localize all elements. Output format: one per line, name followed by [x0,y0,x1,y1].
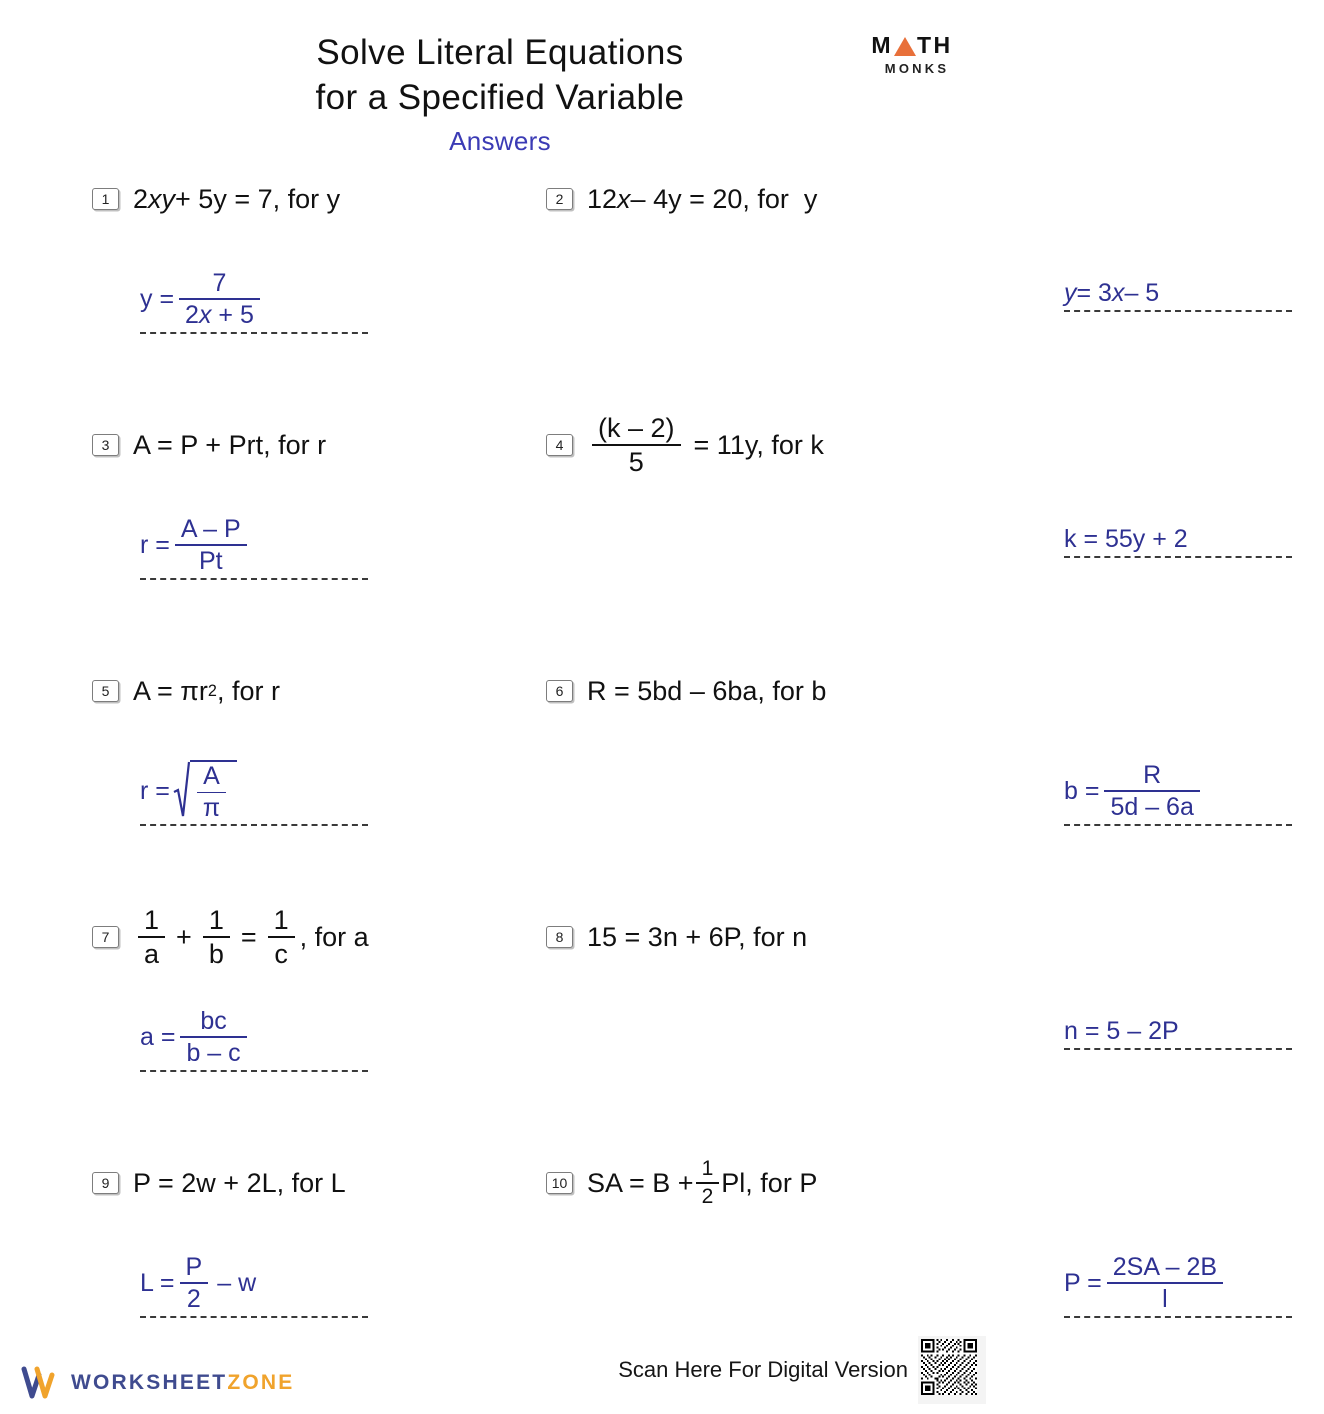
triangle-icon [894,37,916,56]
a1-lhs: y = [140,284,175,313]
answer-text-3 [140,514,400,576]
answers-label: Answers [449,126,551,156]
answer-block-1 [140,268,400,334]
fraction-bar [1104,790,1199,792]
answer-block-9 [140,1252,400,1318]
a9-fraction [180,1254,209,1312]
a3-numerator: A – P [180,514,241,543]
a5-denominator: π [202,794,221,823]
q7-fraction-3 [268,906,295,968]
answer-text-1 [140,268,400,330]
question-line-3 [92,418,546,472]
question-number-1: 1 [92,188,119,210]
q10-numerator: 1 [701,1157,714,1181]
problem-cell-4 [546,412,1188,664]
square-root-icon [174,760,237,821]
answer-block-4 [1064,514,1324,558]
logo-monks-wordmark: MONKS [884,61,950,76]
a9-tail: – w [217,1268,257,1297]
a5-numerator: A [203,762,220,791]
q7-f2-denominator: b [208,938,224,969]
page-footer [0,1342,1000,1414]
q7-fraction-2 [203,906,230,968]
a2-lhs: y [1064,279,1077,307]
a10-denominator: l [1162,1284,1168,1313]
a2-part-a: = 3 [1076,279,1112,307]
q5-exponent: 2 [207,681,217,700]
q10-denominator: 2 [701,1184,714,1208]
question-text-4 [587,414,824,476]
problem-cell-8 [546,910,1179,1156]
a9-denominator: 2 [186,1284,201,1313]
q10-tail: Pl, for P [721,1167,818,1198]
a10-fraction [1107,1254,1223,1312]
worksheetzone-mark-icon [22,1366,62,1400]
answer-text-2 [1064,268,1324,308]
fraction-bar [696,1182,720,1184]
answer-underline [140,332,368,334]
a2-part-c: – 5 [1124,279,1160,307]
question-number-5: 5 [92,680,119,702]
q4-fraction [592,414,681,476]
a3-denominator: Pt [198,546,223,575]
q7-operator-1: + [176,921,192,952]
question-text-9: P = 2w + 2L, for L [133,1167,346,1198]
logo-math-wordmark [852,34,972,57]
question-text-10 [587,1158,817,1208]
a3-fraction [175,516,247,574]
question-number-8: 8 [546,926,573,948]
answer-block-2 [1064,268,1324,312]
answer-underline [1064,824,1292,826]
answer-block-6 [1064,760,1324,826]
question-text-1 [133,184,340,215]
q1-part-1: 2 [133,183,149,214]
problems-grid [0,172,1218,1402]
answer-text-6 [1064,760,1324,822]
answer-underline [1064,1316,1292,1318]
q7-f1-numerator: 1 [144,904,160,935]
q7-fraction-1 [138,906,165,968]
q7-f3-denominator: c [274,938,288,969]
page-title-line-2: for a Specified Variable [315,78,685,117]
problem-cell-5 [92,664,546,910]
a1-numerator: 7 [212,268,227,297]
answer-block-3 [140,514,400,580]
a1-denominator [179,302,260,328]
fraction-bar [175,544,247,546]
answer-text-4: k = 55y + 2 [1064,525,1188,553]
a7-lhs: a = [140,1022,176,1051]
logo-math-right: TH [917,32,953,58]
answer-text-5 [140,760,400,822]
question-text-2: 12 x – 4y = 20, for y [587,183,818,214]
answer-text-9 [140,1252,400,1314]
answer-underline [140,1070,368,1072]
answer-underline [140,578,368,580]
question-text-3: A = P + Prt, for r [133,429,327,460]
q7-f1-denominator: a [144,938,160,969]
worksheetzone-logo[interactable] [22,1366,294,1400]
q1-part-3: + 5y = 7, for y [175,183,341,214]
a9-numerator: P [185,1252,203,1281]
fraction-bar [180,1036,246,1038]
a2-part-b: x [1111,279,1125,307]
question-text-7 [133,906,369,968]
fraction-bar [197,792,226,794]
answer-text-8: n = 5 – 2P [1064,1017,1179,1045]
a6-denominator: 5d – 6a [1110,792,1194,821]
answer-block-5 [140,760,400,826]
answer-text-10 [1064,1252,1324,1314]
a6-lhs: b = [1064,776,1100,805]
a7-numerator: bc [200,1006,227,1035]
question-number-7: 7 [92,926,119,948]
q10-head: SA = B + [587,1167,694,1198]
fraction-bar [179,298,260,300]
question-text-8: 15 = 3n + 6P, for n [587,921,808,952]
a5-fraction [197,763,226,821]
wz-word-2: ZONE [227,1371,295,1394]
qr-code-icon[interactable] [918,1336,986,1404]
question-line-9 [92,1156,546,1210]
answer-underline [1064,1048,1292,1050]
a7-denominator: b – c [186,1038,241,1067]
problem-row [0,412,1188,664]
answer-underline [1064,310,1292,312]
problem-cell-1 [92,172,546,418]
answer-block-8 [1064,1006,1324,1050]
a1-den-part1: 2 [185,300,199,329]
question-line-7 [92,904,546,969]
q5-tail: , for r [216,675,280,706]
a1-den-part3: + 5 [211,300,254,329]
q7-f2-numerator: 1 [208,904,224,935]
worksheetzone-wordmark [71,1371,294,1395]
q4-denominator: 5 [628,446,644,477]
q1-part-2: xy [148,183,176,214]
question-number-3: 3 [92,434,119,456]
question-number-6: 6 [546,680,573,702]
problem-cell-7 [92,904,546,1156]
answer-block-10 [1064,1252,1324,1318]
problem-cell-2 [546,172,1160,418]
question-number-4: 4 [546,434,573,456]
fraction-bar [138,936,165,938]
question-number-10: 10 [546,1172,573,1194]
question-line-5 [92,664,546,718]
q5-head: A = πr [133,675,208,706]
question-line-8 [546,910,1000,964]
fraction-bar [180,1282,209,1284]
title-block [0,30,1000,157]
page-header [0,0,1000,170]
a1-den-part2: x [198,300,212,329]
answer-underline [140,824,368,826]
a10-lhs: P = [1064,1268,1102,1297]
answer-block-7 [140,1006,400,1072]
answer-underline [140,1316,368,1318]
a7-fraction [180,1008,246,1066]
problem-cell-6 [546,664,1194,910]
fraction-bar [592,444,681,446]
q4-numerator: (k – 2) [598,412,675,443]
question-line-4 [546,412,1000,477]
question-line-2 [546,172,1000,226]
a5-radicand [190,760,237,821]
wz-word-1: WORKSHEET [71,1371,228,1394]
question-text-5 [133,676,280,707]
answer-text-7 [140,1006,400,1068]
a6-fraction [1104,762,1199,820]
fraction-bar [1107,1282,1223,1284]
question-line-1 [92,172,546,226]
fraction-bar [268,936,295,938]
page-title-line-1: Solve Literal Equations [316,33,684,72]
problem-row [0,904,1179,1156]
question-number-2: 2 [546,188,573,210]
q4-tail: = 11y, for k [693,429,824,460]
question-number-9: 9 [92,1172,119,1194]
q10-fraction [696,1158,720,1208]
a10-numerator: 2SA – 2B [1112,1252,1218,1281]
answer-underline [1064,556,1292,558]
problem-row [0,664,1194,910]
a1-fraction [179,270,260,328]
logo-math-left: M [871,32,893,58]
a3-lhs: r = [140,530,170,559]
question-text-6: R = 5bd – 6ba, for b [587,675,827,706]
a6-numerator: R [1143,760,1162,789]
fraction-bar [203,936,230,938]
a9-lhs: L = [140,1268,175,1297]
scan-section [618,1336,986,1404]
question-line-10 [546,1156,1000,1210]
question-line-6 [546,664,1000,718]
q7-operator-2: = [240,921,257,952]
problem-cell-3 [92,418,546,664]
q7-tail: , for a [299,921,369,952]
a5-lhs: r = [140,776,170,805]
scan-instruction-text: Scan Here For Digital Version [618,1357,908,1382]
problem-row [0,172,1160,418]
mathmonks-logo [852,34,972,75]
radical-symbol [174,760,190,821]
q7-f3-numerator: 1 [273,904,289,935]
